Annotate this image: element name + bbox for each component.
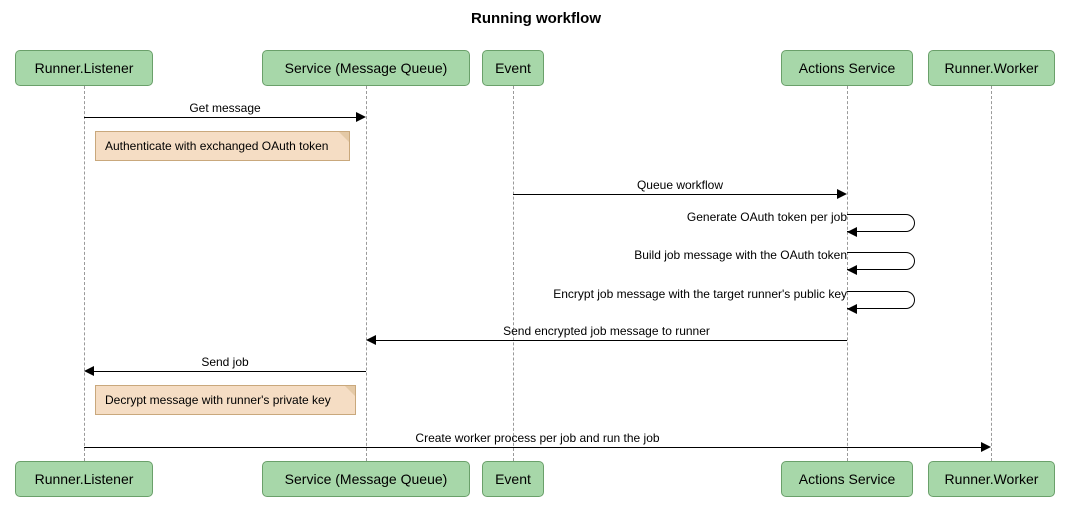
actor-actions-service-top[interactable] xyxy=(781,50,913,86)
actor-label: Actions Service xyxy=(798,60,896,76)
actor-service-message-queue-top[interactable] xyxy=(262,50,470,86)
actor-label: Service (Message Queue) xyxy=(284,471,448,487)
note-authenticate xyxy=(95,131,350,161)
message-line-create-worker-process xyxy=(84,447,981,448)
actor-actions-service-bottom[interactable] xyxy=(781,461,913,497)
actor-label: Event xyxy=(495,60,531,76)
lifeline-service-message-queue xyxy=(366,86,367,461)
lifeline-runner-listener xyxy=(84,86,85,461)
actor-event-top[interactable] xyxy=(482,50,544,86)
actor-event-bottom[interactable] xyxy=(482,461,544,497)
message-label-build-job-message: Build job message with the OAuth token xyxy=(634,248,847,262)
message-line-send-encrypted-job-message xyxy=(376,340,847,341)
actor-service-message-queue-bottom[interactable] xyxy=(262,461,470,497)
actor-runner-worker-top[interactable] xyxy=(928,50,1055,86)
actor-runner-listener-top[interactable] xyxy=(15,50,153,86)
lifeline-event xyxy=(513,86,514,461)
message-label-encrypt-job-message: Encrypt job message with the target runner's public key xyxy=(553,287,847,301)
message-line-queue-workflow xyxy=(513,194,837,195)
actor-runner-worker-bottom[interactable] xyxy=(928,461,1055,497)
message-label-queue-workflow: Queue workflow xyxy=(636,178,724,192)
message-label-create-worker-process: Create worker process per job and run the job xyxy=(415,431,660,445)
actor-label: Service (Message Queue) xyxy=(284,60,448,76)
note-fold-icon xyxy=(339,132,349,142)
actor-label: Runner.Listener xyxy=(34,471,134,487)
arrow-build-job-message xyxy=(847,265,857,275)
arrow-encrypt-job-message xyxy=(847,304,857,314)
selfloop-generate-oauth-token xyxy=(847,214,915,232)
actor-label: Runner.Worker xyxy=(944,60,1039,76)
page-title: Running workflow xyxy=(471,10,601,27)
note-text: Authenticate with exchanged OAuth token xyxy=(105,139,329,153)
lifeline-runner-worker xyxy=(991,86,992,461)
actor-label: Runner.Listener xyxy=(34,60,134,76)
actor-label: Runner.Worker xyxy=(944,471,1039,487)
arrow-generate-oauth-token xyxy=(847,227,857,237)
actor-label: Actions Service xyxy=(798,471,896,487)
actor-label: Event xyxy=(495,471,531,487)
message-label-send-job: Send job xyxy=(201,355,249,369)
message-label-get-message: Get message xyxy=(189,101,261,115)
message-label-send-encrypted-job-message: Send encrypted job message to runner xyxy=(503,324,710,338)
selfloop-encrypt-job-message xyxy=(847,291,915,309)
actor-runner-listener-bottom[interactable] xyxy=(15,461,153,497)
message-label-generate-oauth-token: Generate OAuth token per job xyxy=(686,210,847,224)
message-line-send-job xyxy=(94,371,366,372)
note-decrypt xyxy=(95,385,356,415)
message-line-get-message xyxy=(84,117,356,118)
selfloop-build-job-message xyxy=(847,252,915,270)
note-text: Decrypt message with runner's private key xyxy=(105,393,331,407)
note-fold-icon xyxy=(345,386,355,396)
